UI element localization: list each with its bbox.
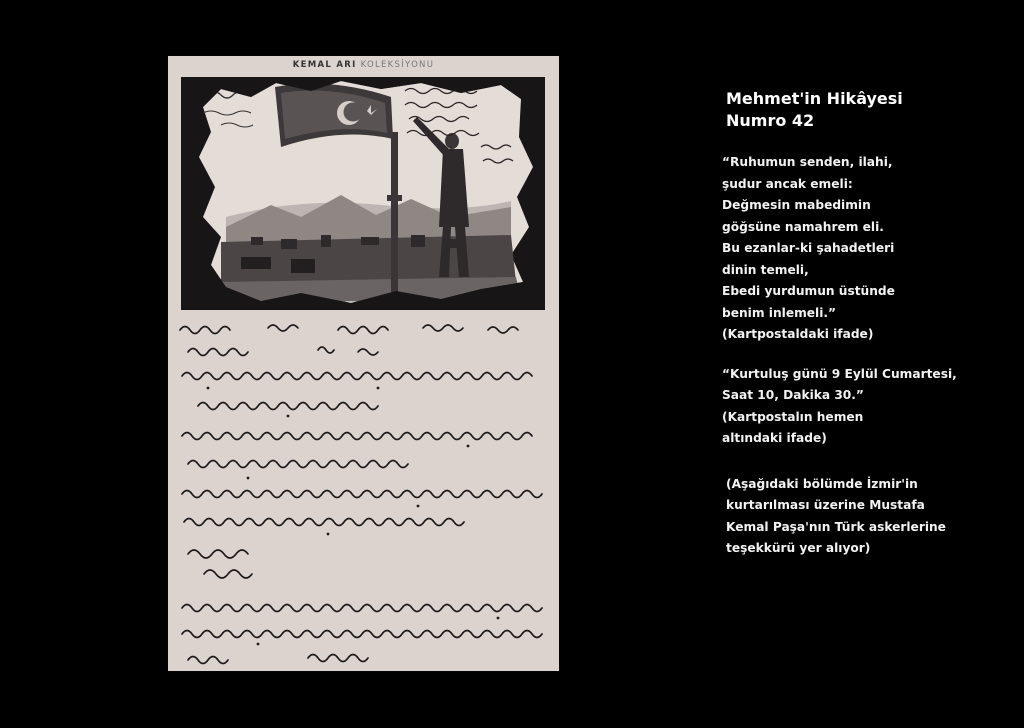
poem-source: (Kartpostaldaki ifade) bbox=[722, 327, 874, 341]
postcard-illustration bbox=[181, 77, 545, 310]
poem-line: dinin temeli, bbox=[722, 262, 809, 277]
poem-line: göğsüne namahrem eli. bbox=[722, 219, 884, 234]
historical-document bbox=[168, 56, 559, 671]
collection-label-light: KOLEKSİYONU bbox=[360, 60, 435, 70]
note-line: Kemal Paşa'nın Türk askerlerine bbox=[726, 519, 946, 534]
date-source: (Kartpostalın hemen bbox=[722, 409, 864, 424]
collection-label bbox=[168, 60, 559, 70]
note-line: teşekkürü yer alıyor) bbox=[726, 541, 871, 555]
note-line: (Aşağıdaki bölümde İzmir'in bbox=[726, 476, 918, 491]
poem-line: şudur ancak emeli: bbox=[722, 176, 853, 191]
poem-line: “Ruhumun senden, ilahi, bbox=[722, 155, 893, 169]
date-source: altındaki ifade) bbox=[722, 431, 827, 445]
poem-quote bbox=[722, 152, 1006, 346]
date-line: “Kurtuluş günü 9 Eylül Cumartesi, bbox=[722, 366, 957, 381]
ottoman-handwriting bbox=[168, 318, 559, 668]
poem-line: Bu ezanlar-ki şahadetleri bbox=[722, 241, 895, 255]
handwritten-script bbox=[168, 318, 559, 668]
poem-line: benim inlemeli.” bbox=[722, 305, 837, 320]
story-caption bbox=[722, 88, 1006, 560]
date-line: Saat 10, Dakika 30.” bbox=[722, 388, 864, 402]
date-quote bbox=[722, 364, 1006, 450]
note-line: kurtarılması üzerine Mustafa bbox=[726, 498, 925, 512]
section-note bbox=[726, 474, 1006, 560]
collection-label-bold: KEMAL ARI bbox=[292, 60, 357, 70]
postcard-photo bbox=[181, 77, 545, 310]
poem-line: Ebedi yurdumun üstünde bbox=[722, 284, 895, 298]
story-number: Numro 42 bbox=[726, 111, 815, 130]
poem-line: Değmesin mabedimin bbox=[722, 198, 871, 212]
story-title: Mehmet'in Hikâyesi bbox=[726, 89, 903, 108]
